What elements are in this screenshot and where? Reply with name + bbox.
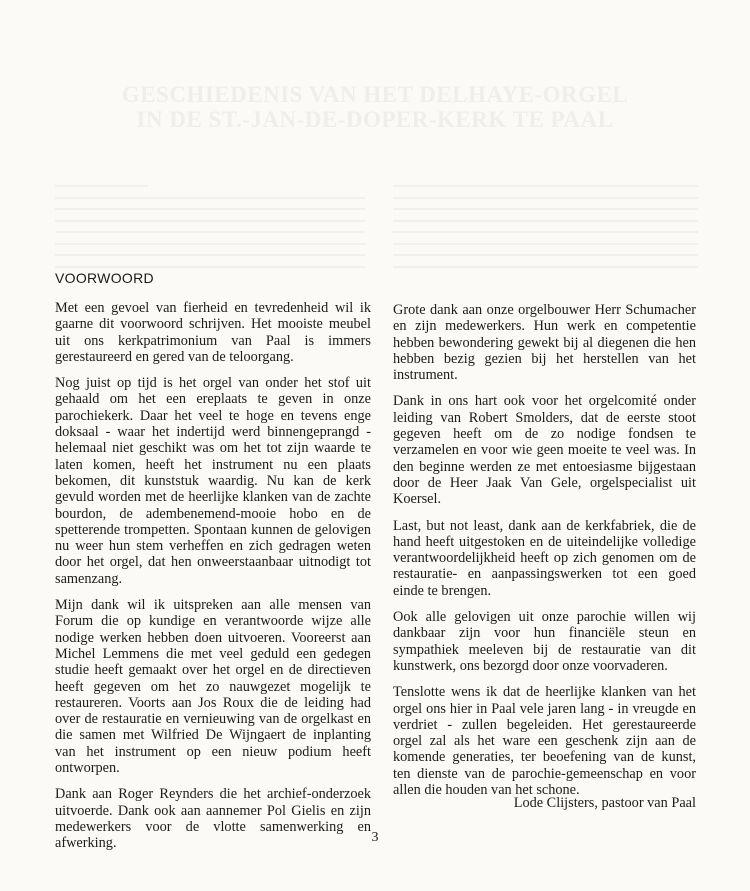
paragraph: Grote dank aan onze orgelbouwer Herr Schumacher en zijn medewerkers. Hun werk en competentie hebben bewondering gewekt bij al diegenen die hen hebben bezig gezien bij het herstellen van het instrument. xyxy=(393,302,696,384)
paragraph: Nog juist op tijd is het orgel van onder het stof uit gehaald om het een ereplaats te geven in onze parochiekerk. Daar het veel te hoge en tevens enge doksaal - waar het indertijd werd binnengeprangd - helemaal niet geschikt was om het tot zijn waarde te laten komen, heeft het instrument nu een plaats bekomen, dit kunststuk waardig. Nu kan de kerk gevuld worden met de heerlijke klanken van de zachte bourdon, de adembenemend-mooie hobo en de spetterende trompetten. Spontaan kunnen de gelovigen nu weer hun stem verheffen en zich gedragen weten door het orgel, dat hen onweerstaanbaar uitnodigt tot samenzang. xyxy=(55,375,371,587)
left-column xyxy=(55,300,371,862)
paragraph: Ook alle gelovigen uit onze parochie willen wij dankbaar zijn voor hun financiële steun en sympathiek meeleven bij de restauratie van dit kunstwerk, ons bezorgd door onze voorvaderen. xyxy=(393,609,696,674)
paragraph: Last, but not least, dank aan de kerkfabriek, die de hand heeft uitgestoken en de uiteindelijke volledige verantwoordelijkheid heeft op zich genomen om de restauratie- en aanpassingswerken tot een goed einde te brengen. xyxy=(393,517,696,599)
show-through-title: GESCHIEDENIS VAN HET DELHAYE-ORGEL IN DE ST.-JAN-DE-DOPER-KERK TE PAAL xyxy=(121,82,629,132)
paragraph: Met een gevoel van fierheid en tevredenheid wil ik gaarne dit voorwoord schrijven. Het mooiste meubel uit ons kerkpatrimonium van Paal is immers gerestaureerd en gered van de teloorgang. xyxy=(55,300,371,365)
show-through-left-lines xyxy=(55,185,365,277)
page-number: 3 xyxy=(371,830,379,845)
paragraph: Tenslotte wens ik dat de heerlijke klanken van het orgel ons hier in Paal vele jaren lang - in vreugde en verdriet - zullen begeleiden. Het gerestaureerde orgel zal als het ware een geschenk zijn aan de komende generaties, ter beoefening van de kunst, ten dienste van de parochie-gemeenschap en voor allen die houden van het schone. xyxy=(393,684,696,799)
paragraph: Dank in ons hart ook voor het orgelcomité onder leiding van Robert Smolders, dat de eerste stoot gegeven heeft om de zo nodige fondsen te verzamelen en voor wie geen moeite te veel was. In den beginne werden ze met entoesiasme bijgestaan door de Heer Jaak Van Gele, orgelspecialist uit Koersel. xyxy=(393,393,696,508)
show-through-right-lines xyxy=(393,185,698,277)
signature: Lode Clijsters, pastoor van Paal xyxy=(513,795,696,811)
right-column xyxy=(393,302,696,808)
paragraph: Mijn dank wil ik uitspreken aan alle mensen van Forum die op kundige en verantwoorde wijze alle nodige werken hebben doen uitvoeren. Vooreerst aan Michel Lemmens die met veel geduld een gedegen studie heeft gemaakt over het orgel en de directieven heeft gegeven om het zo nauwgezet mogelijk te restaureren. Voorts aan Jos Roux die de leiding had over de restauratie en vernieuwing van de orgelkast en die samen met Wilfried De Wijngaert de inplanting van het instrument op een nieuw podium heeft ontworpen. xyxy=(55,597,371,777)
paragraph: Dank aan Roger Reynders die het archief-onderzoek uitvoerde. Dank ook aan aannemer Pol Gielis en zijn medewerkers voor de vlotte samenwerking en afwerking. xyxy=(55,786,371,852)
section-heading: VOORWOORD xyxy=(55,270,154,286)
